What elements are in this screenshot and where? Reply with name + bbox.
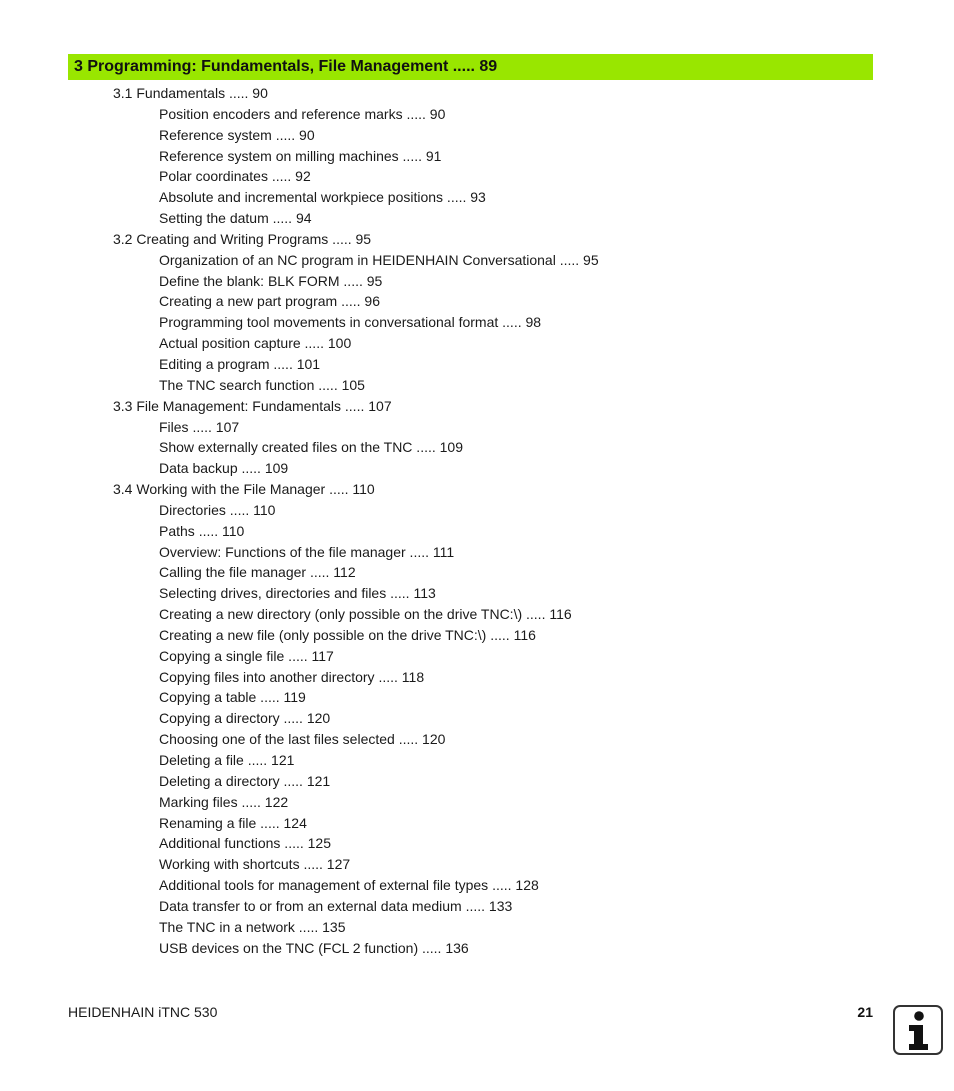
toc-subsection-entry[interactable]: Actual position capture ..... 100	[159, 335, 352, 352]
toc-subsection-entry[interactable]: Deleting a directory ..... 121	[159, 772, 331, 789]
toc-subsection-entry[interactable]: Copying a directory ..... 120	[159, 710, 331, 727]
toc-subsection-entry[interactable]: USB devices on the TNC (FCL 2 function) ..... 136	[159, 939, 469, 956]
toc-subsection-entry[interactable]: Calling the file manager ..... 112	[159, 564, 356, 581]
toc-subsection-entry[interactable]: Directories ..... 110	[159, 501, 276, 518]
page-number: 21	[857, 1004, 873, 1020]
info-glyph	[895, 1007, 941, 1053]
toc-subsection-entry[interactable]: Polar coordinates ..... 92	[159, 168, 311, 185]
toc-subsection-entry[interactable]: Creating a new file (only possible on the drive TNC:\) ..... 116	[159, 626, 536, 643]
chapter-title[interactable]: 3 Programming: Fundamentals, File Management ..... 89	[74, 58, 498, 75]
toc-subsection-entry[interactable]: Paths ..... 110	[159, 522, 245, 539]
toc-section-entry[interactable]: 3.1 Fundamentals ..... 90	[113, 85, 268, 101]
toc-subsection-entry[interactable]: The TNC in a network ..... 135	[159, 918, 346, 935]
toc-subsection-entry[interactable]: Organization of an NC program in HEIDENHAIN Conversational ..... 95	[159, 251, 599, 268]
toc-subsection-entry[interactable]: Files ..... 107	[159, 418, 240, 435]
toc-subsection-entry[interactable]: Show externally created files on the TNC ..... 109	[159, 439, 464, 456]
toc-subsection-entry[interactable]: Overview: Functions of the file manager ..... 111	[159, 543, 455, 560]
info-icon	[893, 1005, 943, 1055]
toc-subsection-entry[interactable]: Creating a new directory (only possible on the drive TNC:\) ..... 116	[159, 606, 572, 623]
chapter-heading-bar	[68, 54, 873, 80]
toc-subsection-entry[interactable]: Selecting drives, directories and files ..... 113	[159, 585, 436, 602]
toc-subsection-entry[interactable]: Marking files ..... 122	[159, 793, 289, 810]
toc-subsection-entry[interactable]: Setting the datum ..... 94	[159, 210, 312, 227]
toc-section-entry[interactable]: 3.4 Working with the File Manager ..... 110	[113, 481, 375, 498]
toc-subsection-entry[interactable]: Additional functions ..... 125	[159, 835, 331, 852]
toc-subsection-entry[interactable]: Absolute and incremental workpiece positions ..... 93	[159, 189, 486, 206]
toc-subsection-entry[interactable]: Define the blank: BLK FORM ..... 95	[159, 272, 383, 289]
toc-subsection-entry[interactable]: Additional tools for management of external file types ..... 128	[159, 877, 539, 894]
toc-subsection-entry[interactable]: Editing a program ..... 101	[159, 355, 321, 372]
toc-subsection-entry[interactable]: Copying a table ..... 119	[159, 689, 306, 706]
toc-subsection-entry[interactable]: Reference system ..... 90	[159, 126, 315, 143]
toc-subsection-entry[interactable]: Copying files into another directory ..... 118	[159, 668, 425, 685]
footer-product-name: HEIDENHAIN iTNC 530	[68, 1004, 218, 1020]
toc-subsection-entry[interactable]: Reference system on milling machines ..... 91	[159, 147, 442, 164]
toc-subsection-entry[interactable]: Data backup ..... 109	[159, 460, 289, 477]
table-of-contents	[0, 83, 954, 958]
toc-subsection-entry[interactable]: Renaming a file ..... 124	[159, 814, 307, 831]
toc-subsection-entry[interactable]: Copying a single file ..... 117	[159, 647, 334, 664]
toc-subsection-entry[interactable]: Deleting a file ..... 121	[159, 752, 295, 768]
toc-section-entry[interactable]: 3.3 File Management: Fundamentals ..... 107	[113, 397, 392, 414]
toc-subsection-entry[interactable]: Position encoders and reference marks ..... 90	[159, 105, 446, 122]
toc-subsection-entry[interactable]: The TNC search function ..... 105	[159, 376, 365, 393]
toc-subsection-entry[interactable]: Data transfer to or from an external data medium ..... 133	[159, 897, 513, 914]
toc-section-entry[interactable]: 3.2 Creating and Writing Programs ..... 95	[113, 230, 372, 247]
toc-subsection-entry[interactable]: Working with shortcuts ..... 127	[159, 856, 351, 873]
toc-subsection-entry[interactable]: Choosing one of the last files selected ..... 120	[159, 731, 446, 748]
toc-subsection-entry[interactable]: Programming tool movements in conversational format ..... 98	[159, 314, 542, 331]
toc-subsection-entry[interactable]: Creating a new part program ..... 96	[159, 293, 380, 310]
